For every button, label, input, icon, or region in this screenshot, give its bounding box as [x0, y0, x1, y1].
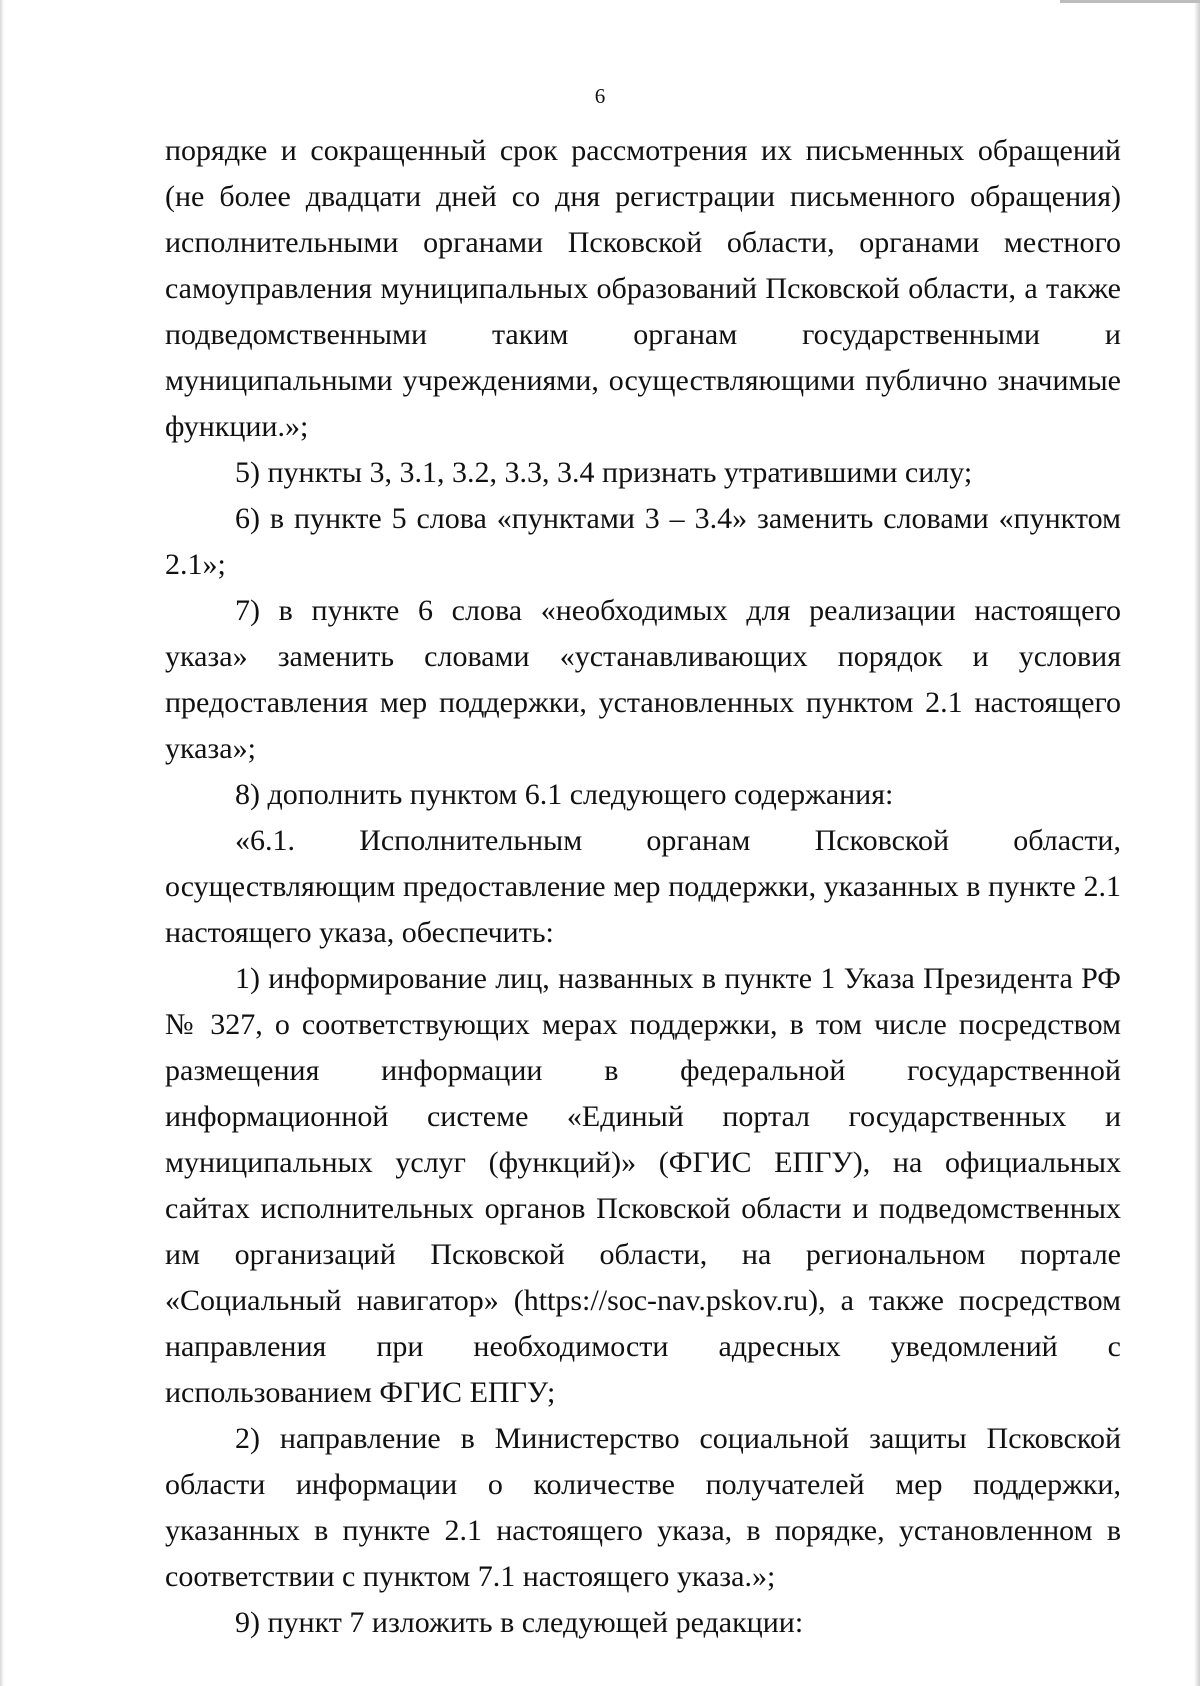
scan-edge-right: [1194, 0, 1200, 1686]
paragraph-item-8: 8) дополнить пунктом 6.1 следующего содержания:: [235, 778, 894, 811]
document-body: [165, 128, 1121, 1646]
scan-edge-top: [1060, 0, 1200, 3]
paragraph-item-6: 6) в пункте 5 слова «пунктами 3 – 3.4» заменить словами «пунктом 2.1»;: [165, 502, 1121, 581]
paragraph-item-7: 7) в пункте 6 слова «необходимых для реализации настоящего указа» заменить словами «устанавливающих порядок и условия предоставления мер поддержки, установленных пунктом 2.1 настоящего указа»;: [165, 594, 1121, 765]
scan-edge-left: [0, 0, 4, 1686]
paragraph-item-5: 5) пункты 3, 3.1, 3.2, 3.3, 3.4 признать утратившими силу;: [235, 456, 973, 489]
paragraph-6-1: «6.1. Исполнительным органам Псковской области, осуществляющим предоставление мер поддержки, указанных в пункте 2.1 настоящего указа, обеспечить:: [165, 824, 1121, 949]
paragraph-continuation: порядке и сокращенный срок рассмотрения их письменных обращений (не более двадцати дней со дня регистрации письменного обращения) исполнительными органами Псковской области, органами местного самоуправления муниципальных образований Псковской области, а также подведомственными таким органам государственными и муниципальными учреждениями, осуществляющими публично значимые функции.»;: [165, 134, 1121, 443]
paragraph-item-9: 9) пункт 7 изложить в следующей редакции:: [235, 1606, 804, 1639]
paragraph-6-1-sub-1: 1) информирование лиц, названных в пункте 1 Указа Президента РФ № 327, о соответствующих мерах поддержки, в том числе посредством размещения информации в федеральной государственной информационной системе «Единый портал государственных и муниципальных услуг (функций)» (ФГИС ЕПГУ), на официальных сайтах исполнительных органов Псковской области и подведомственных им организаций Псковской области, на региональном портале «Социальный навигатор» (https://soc-nav.pskov.ru), а также посредством направления при необходимости адресных уведомлений с использованием ФГИС ЕПГУ;: [165, 962, 1121, 1409]
page-number: 6: [594, 84, 606, 108]
paragraph-6-1-sub-2: 2) направление в Министерство социальной защиты Псковской области информации о количестве получателей мер поддержки, указанных в пункте 2.1 настоящего указа, в порядке, установленном в соответствии с пунктом 7.1 настоящего указа.»;: [165, 1422, 1121, 1593]
